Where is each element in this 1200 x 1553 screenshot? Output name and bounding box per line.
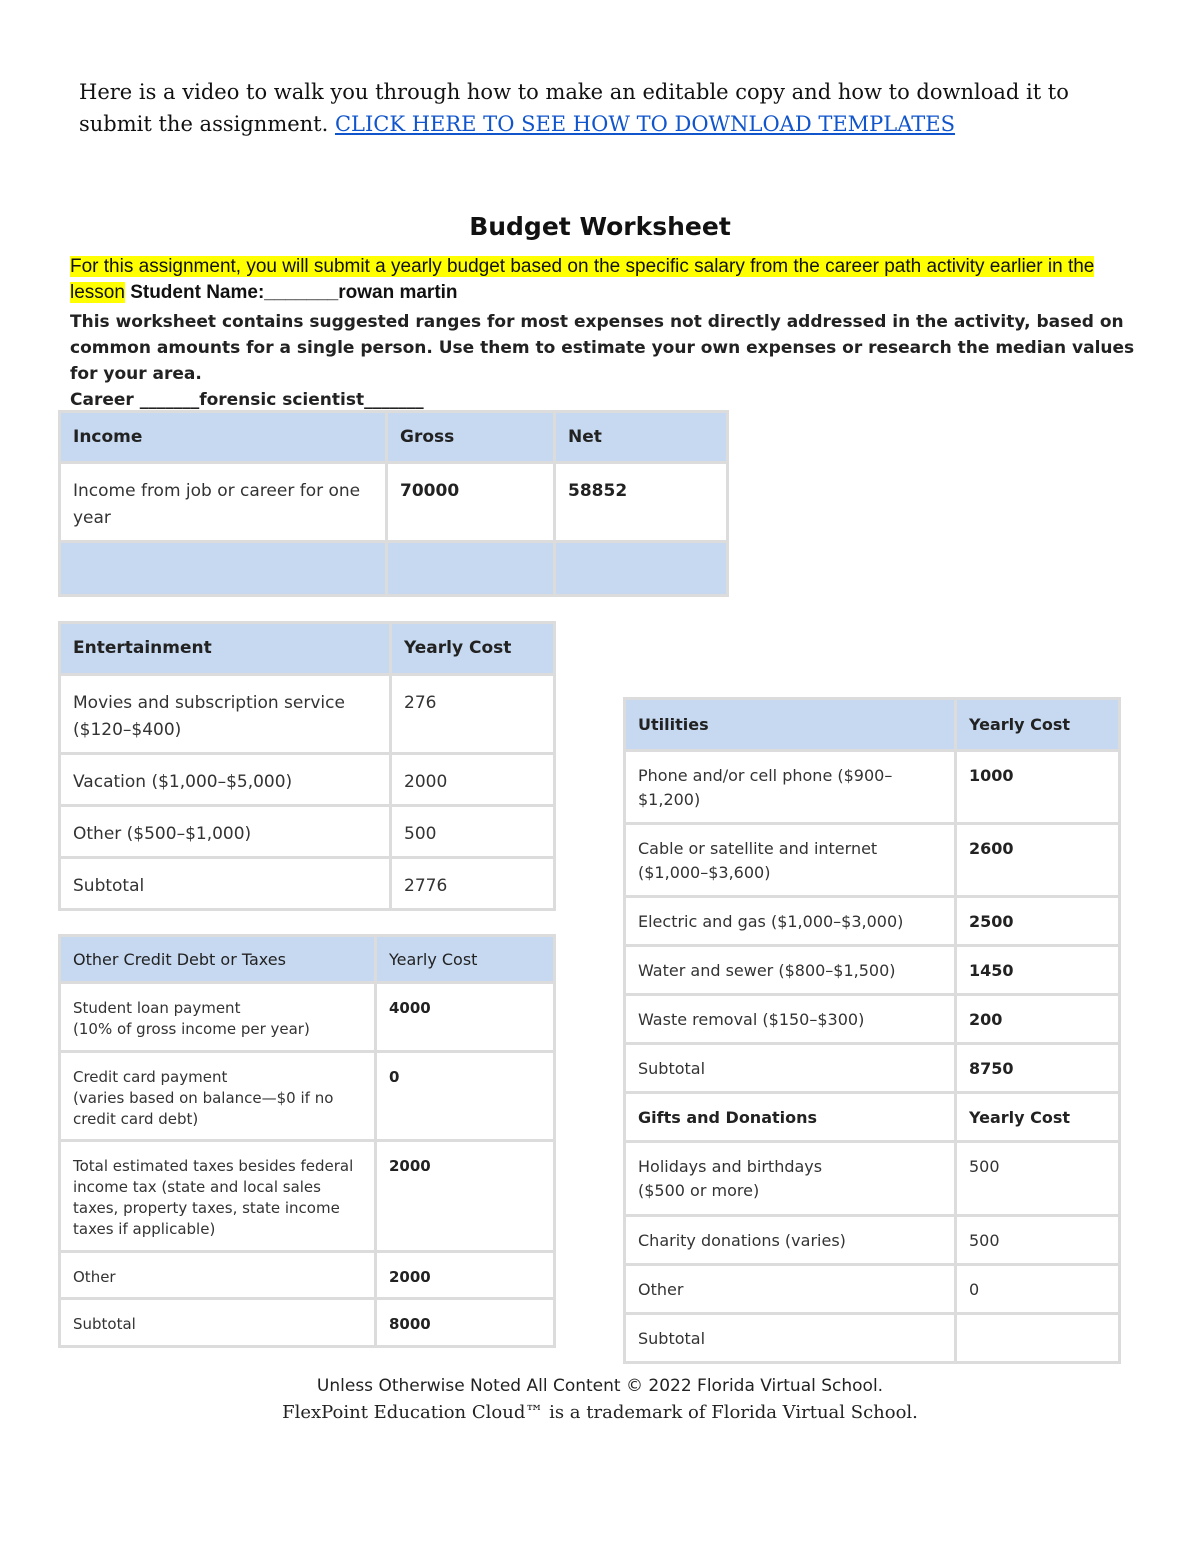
- income-label: Income from job or career for one year: [60, 463, 387, 542]
- table-row: [625, 946, 1120, 995]
- table-row: [625, 1265, 1120, 1314]
- table-row: [60, 1299, 555, 1347]
- trademark-notice: FlexPoint Education Cloud™ is a trademark of Florida Virtual School.: [282, 1402, 918, 1423]
- empty-cell[interactable]: [387, 542, 555, 596]
- row-label-main: Holidays and birthdays: [638, 1157, 823, 1176]
- row-label: Subtotal: [625, 1314, 956, 1363]
- income-header-row: [60, 412, 728, 463]
- table-row: [625, 751, 1120, 824]
- row-label: Charity donations (varies): [625, 1216, 956, 1265]
- entertainment-table: [58, 621, 556, 911]
- yearly-cost-header: Yearly Cost: [376, 936, 555, 983]
- career-line: Career _______forensic scientist_______: [70, 390, 424, 410]
- row-label: Electric and gas ($1,000–$3,000): [625, 897, 956, 946]
- instructions: [70, 254, 1140, 306]
- row-value[interactable]: 8000: [376, 1299, 555, 1347]
- row-value[interactable]: 1000: [956, 751, 1120, 824]
- credit-header: Other Credit Debt or Taxes: [60, 936, 376, 983]
- row-label: Other ($500–$1,000): [60, 806, 391, 858]
- yearly-cost-header: Yearly Cost: [391, 623, 555, 675]
- row-value[interactable]: 2000: [376, 1141, 555, 1252]
- assignment-instruction: For this assignment, you will submit a yearly budget based on the specific salary from the career path activity earlier in the lesson: [70, 256, 1095, 303]
- table-row: [625, 897, 1120, 946]
- row-label: Other: [625, 1265, 956, 1314]
- table-row: [60, 1252, 555, 1299]
- utilities-table: [623, 697, 1121, 1364]
- row-label: Vacation ($1,000–$5,000): [60, 754, 391, 806]
- income-header: Income: [60, 412, 387, 463]
- table-row: [60, 1052, 555, 1141]
- row-label-sub: (varies based on balance—$0 if no credit card debt): [73, 1089, 334, 1128]
- intro-text: Here is a video to walk you through how to make an editable copy and how to download it to submit the assignment.: [79, 80, 1069, 136]
- yearly-cost-header: Yearly Cost: [956, 699, 1120, 751]
- empty-cell[interactable]: [555, 542, 728, 596]
- gross-value[interactable]: 70000: [387, 463, 555, 542]
- row-label-main: Credit card payment: [73, 1068, 228, 1086]
- row-label: [60, 983, 376, 1052]
- row-value[interactable]: 500: [391, 806, 555, 858]
- row-value[interactable]: [956, 1314, 1120, 1363]
- row-label: Water and sewer ($800–$1,500): [625, 946, 956, 995]
- table-row: [60, 754, 555, 806]
- row-value[interactable]: 500: [956, 1142, 1120, 1216]
- empty-cell[interactable]: [60, 542, 387, 596]
- download-templates-link[interactable]: CLICK HERE TO SEE HOW TO DOWNLOAD TEMPLATES: [334, 112, 955, 136]
- table-row: [60, 1141, 555, 1252]
- student-name: Student Name:_______rowan martin: [130, 282, 458, 303]
- row-value[interactable]: 2600: [956, 824, 1120, 897]
- entertainment-header: Entertainment: [60, 623, 391, 675]
- intro-paragraph: [79, 76, 1139, 140]
- gifts-header-row: [625, 1093, 1120, 1142]
- copyright-notice: Unless Otherwise Noted All Content © 2022 Florida Virtual School.: [316, 1376, 884, 1396]
- row-value[interactable]: 2776: [391, 858, 555, 910]
- income-table: [58, 410, 729, 597]
- row-label: [60, 1052, 376, 1141]
- table-row: [60, 675, 555, 754]
- row-value[interactable]: 2000: [376, 1252, 555, 1299]
- note-text: This worksheet contains suggested ranges for most expenses not directly addressed in the activity, based on common amounts for a single person. Use them to estimate your own expenses or research the median values for your area.: [70, 312, 1135, 384]
- row-value[interactable]: 200: [956, 995, 1120, 1044]
- row-value[interactable]: 276: [391, 675, 555, 754]
- table-row: [625, 1314, 1120, 1363]
- worksheet-note: [70, 309, 1140, 413]
- entertainment-header-row: [60, 623, 555, 675]
- table-row: [60, 858, 555, 910]
- row-label: Cable or satellite and internet ($1,000–$3,600): [625, 824, 956, 897]
- row-label: Other: [60, 1252, 376, 1299]
- gifts-header: Gifts and Donations: [625, 1093, 956, 1142]
- table-row: [60, 542, 728, 596]
- row-value[interactable]: 8750: [956, 1044, 1120, 1093]
- row-label-main: Student loan payment: [73, 999, 241, 1017]
- table-row: [60, 983, 555, 1052]
- row-value[interactable]: 1450: [956, 946, 1120, 995]
- credit-debt-table: [58, 934, 556, 1348]
- utilities-header: Utilities: [625, 699, 956, 751]
- row-label: [625, 1142, 956, 1216]
- yearly-cost-header: Yearly Cost: [956, 1093, 1120, 1142]
- gross-header: Gross: [387, 412, 555, 463]
- table-row: [625, 1216, 1120, 1265]
- table-row: [625, 1044, 1120, 1093]
- row-value[interactable]: 2500: [956, 897, 1120, 946]
- row-label-sub: ($500 or more): [638, 1181, 760, 1200]
- table-row: [60, 463, 728, 542]
- row-label: Subtotal: [60, 1299, 376, 1347]
- table-row: [625, 995, 1120, 1044]
- net-value[interactable]: 58852: [555, 463, 728, 542]
- row-value[interactable]: 4000: [376, 983, 555, 1052]
- credit-header-row: [60, 936, 555, 983]
- net-header: Net: [555, 412, 728, 463]
- row-label: Total estimated taxes besides federal income tax (state and local sales taxes, property taxes, state income taxes if applicable): [60, 1141, 376, 1252]
- row-value[interactable]: 0: [956, 1265, 1120, 1314]
- row-label: Subtotal: [625, 1044, 956, 1093]
- table-row: [625, 824, 1120, 897]
- row-value[interactable]: 0: [376, 1052, 555, 1141]
- row-label: Waste removal ($150–$300): [625, 995, 956, 1044]
- row-value[interactable]: 2000: [391, 754, 555, 806]
- table-row: [625, 1142, 1120, 1216]
- page-title: Budget Worksheet: [469, 212, 731, 241]
- row-value[interactable]: 500: [956, 1216, 1120, 1265]
- row-label: Subtotal: [60, 858, 391, 910]
- table-row: [60, 806, 555, 858]
- row-label: Movies and subscription service ($120–$400): [60, 675, 391, 754]
- row-label: Phone and/or cell phone ($900–$1,200): [625, 751, 956, 824]
- utilities-header-row: [625, 699, 1120, 751]
- row-label-sub: (10% of gross income per year): [73, 1020, 310, 1038]
